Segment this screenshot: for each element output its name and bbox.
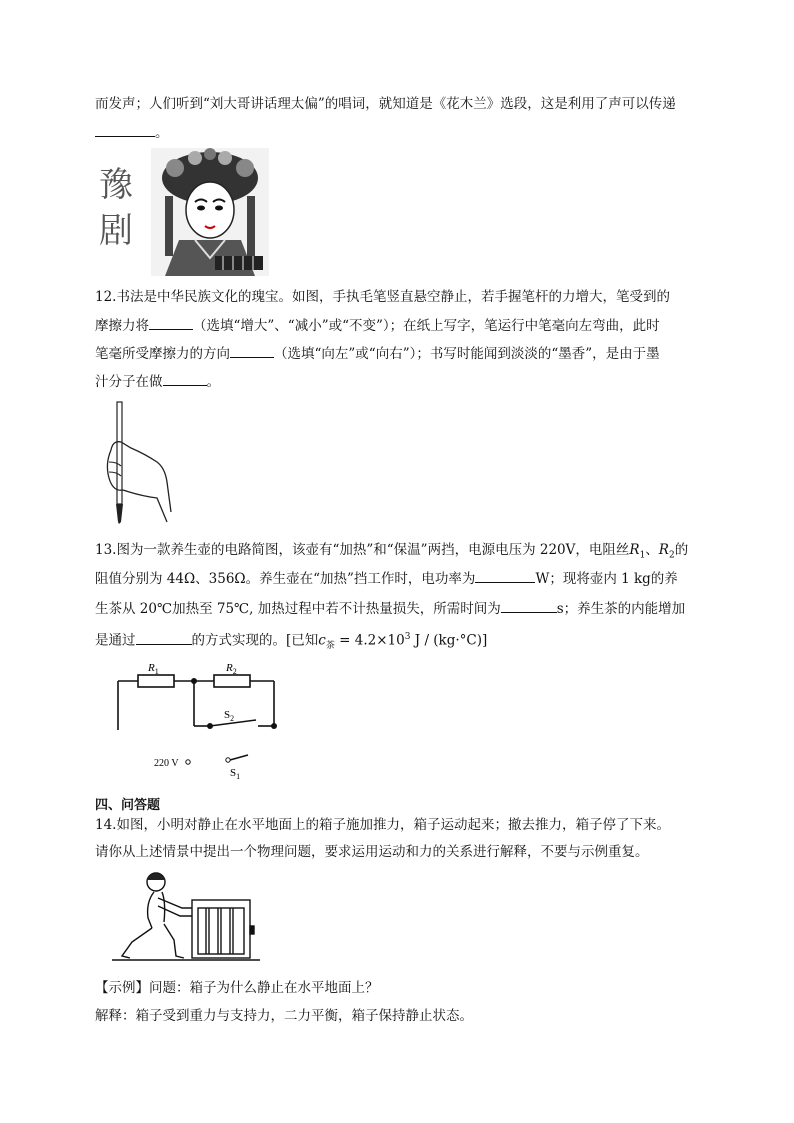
circuit-r1-label: $R_1$ (148, 662, 159, 676)
q13-text: 生茶从 20℃加热至 75℃, 加热过程中若不计热量损失，所需时间为 (95, 601, 501, 617)
q13-line-4 (95, 628, 487, 655)
opera-figure (95, 148, 270, 276)
q12-text: 摩擦力将 (95, 318, 149, 334)
q12-text: 笔毫所受摩擦力的方向 (95, 346, 230, 362)
c-subscript: 茶 (325, 641, 335, 652)
q13-text: 是通过 (95, 632, 136, 649)
c-symbol: c (318, 632, 326, 649)
calligraphy-char-2: 剧 (99, 213, 133, 250)
q12-blank-2[interactable] (230, 344, 274, 358)
q12-line-4 (95, 372, 220, 391)
q13-text: 的 (674, 542, 689, 558)
q12-line-2 (95, 316, 660, 335)
q13-blank-2[interactable] (501, 599, 557, 613)
q12-line-3 (95, 344, 660, 363)
q13-line-1 (95, 541, 688, 565)
r1-subscript: 1 (639, 550, 646, 561)
q13-text: 、 (645, 542, 659, 558)
calligraphy-char-1: 豫 (99, 167, 133, 204)
q11-blank[interactable] (95, 123, 155, 137)
section-heading: 四、问答题 (95, 798, 161, 813)
circuit-s2-label: $S_2$ (224, 709, 235, 723)
q12-blank-1[interactable] (149, 316, 193, 330)
q12-text: 汁分子在做 (95, 374, 163, 390)
q13-text: 阻值分别为 44Ω、356Ω。养生壶在“加热”挡工作时，电功率为 (95, 571, 476, 587)
q12-text: （选填“增大”、“减小”或“不变”）；在纸上写字，笔运行中笔毫向左弯曲，此时 (193, 318, 660, 334)
q13-text: 13.图为一款养生壶的电路简图，该壶有“加热”和“保温”两挡，电源电压为 220V，电阻丝 (95, 542, 630, 558)
push-box-figure (112, 866, 262, 964)
formula-exponent: 3 (404, 632, 411, 642)
circuit-r2-label: $R_2$ (226, 662, 237, 676)
q13-blank-3[interactable] (136, 631, 192, 645)
q14-line-1: 14.如图，小明对静止在水平地面上的箱子施加推力，箱子运动起来；撤去推力，箱子停了下来。 (95, 817, 670, 833)
q14-line-2: 请你从上述情景中提出一个物理问题，要求运用运动和力的关系进行解释，不要与示例重复。 (95, 844, 649, 860)
q13-text: s；养生茶的内能增加 (556, 601, 686, 617)
q13-text: W；现将壶内 1 kg的养 (535, 571, 678, 587)
q11-line-2 (95, 123, 169, 142)
formula-unit: J / (kg·°C)] (410, 632, 488, 649)
r2-subscript: 2 (668, 550, 675, 561)
q12-text: （选填“向左”或“向右”）；书写时能闻到淡淡的“墨香”，是由于墨 (274, 346, 660, 362)
q12-blank-3[interactable] (163, 372, 207, 386)
q13-line-3 (95, 599, 685, 618)
q11-period: 。 (155, 125, 169, 141)
r2-symbol: R (658, 542, 669, 558)
q13-blank-1[interactable] (475, 569, 535, 583)
q11-line-1: 而发声；人们听到“刘大哥讲话理太偏”的唱词，就知道是《花木兰》选段，这是利用了声可以传递 (95, 96, 676, 112)
q12-line-1: 12.书法是中华民族文化的瑰宝。如图，手执毛笔竖直悬空静止，若手握笔杆的力增大，笔受到的 (95, 289, 670, 305)
brush-hand-figure (103, 398, 173, 530)
circuit-s1-label: $S_1$ (230, 767, 241, 781)
circuit-diagram (110, 656, 290, 784)
q14-example: 【示例】问题：箱子为什么静止在水平地面上？ (95, 980, 379, 996)
q12-text: 。 (206, 374, 220, 390)
q14-explain: 解释：箱子受到重力与支持力，二力平衡，箱子保持静止状态。 (95, 1008, 473, 1024)
q13-line-2 (95, 569, 678, 588)
r1-symbol: R (629, 542, 640, 558)
q13-text: 的方式实现的。[已知 (191, 632, 319, 649)
circuit-source-label: 220 V (154, 758, 179, 769)
formula: = 4.2×10 (334, 632, 405, 649)
